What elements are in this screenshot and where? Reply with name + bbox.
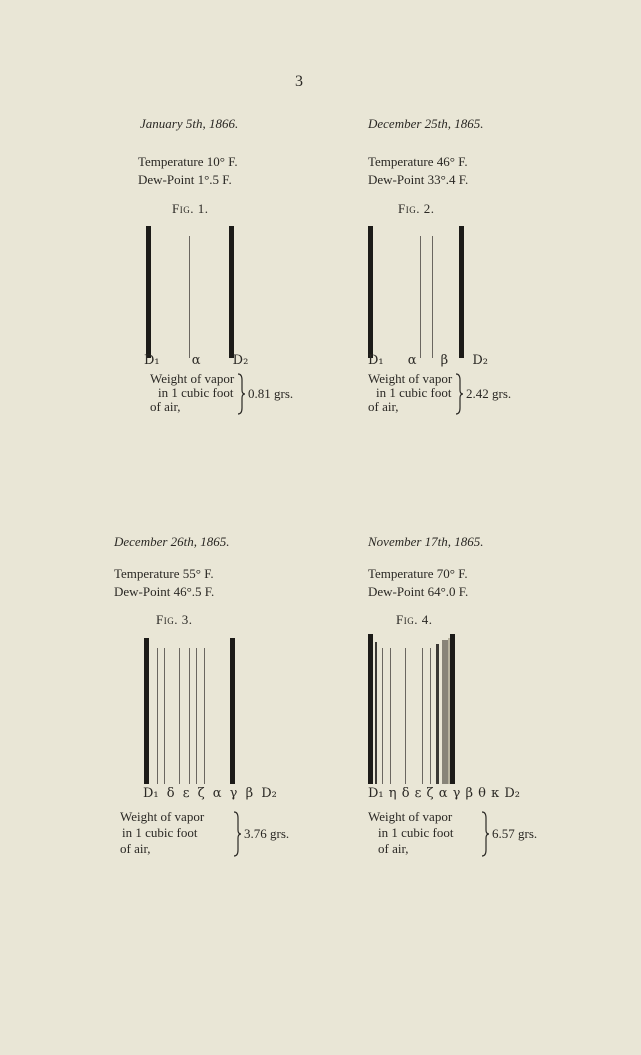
dew-point-line: Dew-Point 64°.0 F.	[368, 584, 469, 599]
temperature-line: Temperature 10° F.	[138, 154, 238, 169]
spectrum-lines	[114, 638, 244, 778]
weight-label-1: Weight of vapor	[368, 809, 453, 824]
line-beta	[436, 644, 439, 784]
figure-date: January 5th, 1866.	[140, 116, 239, 131]
weight-value: 0.81 grs.	[248, 386, 294, 401]
line-gamma	[430, 648, 431, 784]
temperature-line: Temperature 55° F.	[114, 566, 214, 581]
line-labels: D₁ α D₂	[144, 353, 249, 368]
weight-label-3: of air,	[368, 399, 399, 414]
line-alpha	[422, 648, 423, 784]
temperature-line: Temperature 46° F.	[368, 154, 468, 169]
dew-point-line: Dew-Point 46°.5 F.	[114, 584, 215, 599]
figure-date: December 26th, 1865.	[114, 534, 230, 549]
brace-icon	[236, 372, 246, 416]
line-d1	[144, 638, 149, 784]
line-delta	[157, 648, 158, 784]
weight-label-1: Weight of vapor	[150, 371, 235, 386]
spectrum-lines	[368, 634, 498, 794]
line-epsilon	[164, 648, 165, 784]
weight-value: 6.57 grs.	[492, 826, 538, 841]
dew-point-line: Dew-Point 33°.4 F.	[368, 172, 469, 187]
weight-label-1: Weight of vapor	[368, 371, 453, 386]
line-d2	[230, 638, 235, 784]
weight-label-3: of air,	[378, 841, 409, 856]
weight-label-3: of air,	[150, 399, 181, 414]
line-alpha	[420, 236, 421, 358]
line-theta	[442, 640, 448, 784]
line-alpha	[189, 236, 190, 358]
figure-2	[368, 116, 618, 496]
temperature-line: Temperature 70° F.	[368, 566, 468, 581]
weight-label-2: in 1 cubic foot	[376, 385, 452, 400]
line-d1	[368, 226, 373, 358]
line-d1	[368, 634, 373, 784]
line-beta	[432, 236, 433, 358]
weight-label-2: in 1 cubic foot	[122, 825, 198, 840]
line-alpha	[189, 648, 190, 784]
line-d2	[229, 226, 234, 358]
line-zeta	[405, 648, 406, 784]
figure-caption: Fig. 4.	[396, 612, 433, 627]
figure-4	[368, 534, 618, 914]
weight-value: 3.76 grs.	[244, 826, 290, 841]
figure-date: November 17th, 1865.	[368, 534, 484, 549]
page-number: 3	[295, 73, 303, 90]
line-labels: D₁ α β D₂	[368, 353, 488, 368]
weight-label-1: Weight of vapor	[120, 809, 205, 824]
spectrum-lines	[138, 226, 258, 366]
line-beta	[204, 648, 205, 784]
figure-1	[138, 116, 388, 496]
line-labels: D₁ η δ ε ζ α γ β θ κ D₂	[368, 786, 521, 801]
line-d2	[459, 226, 464, 358]
figure-date: December 25th, 1865.	[368, 116, 484, 131]
line-epsilon	[390, 648, 391, 784]
brace-icon	[480, 810, 490, 858]
line-d2	[450, 634, 455, 784]
figure-caption: Fig. 2.	[398, 201, 435, 216]
line-labels: D₁ δ ε ζ α γ β D₂	[143, 786, 277, 801]
weight-value: 2.42 grs.	[466, 386, 512, 401]
weight-label-2: in 1 cubic foot	[378, 825, 454, 840]
line-delta	[382, 648, 383, 784]
figure-3	[114, 534, 364, 914]
line-gamma	[196, 648, 197, 784]
spectrum-lines	[368, 226, 488, 366]
brace-icon	[454, 372, 464, 416]
line-eta	[375, 642, 377, 784]
weight-label-3: of air,	[120, 841, 151, 856]
brace-icon	[232, 810, 242, 858]
figure-caption: Fig. 3.	[156, 612, 193, 627]
line-d1	[146, 226, 151, 358]
weight-label-2: in 1 cubic foot	[158, 385, 234, 400]
figure-caption: Fig. 1.	[172, 201, 209, 216]
line-zeta	[179, 648, 180, 784]
dew-point-line: Dew-Point 1°.5 F.	[138, 172, 232, 187]
